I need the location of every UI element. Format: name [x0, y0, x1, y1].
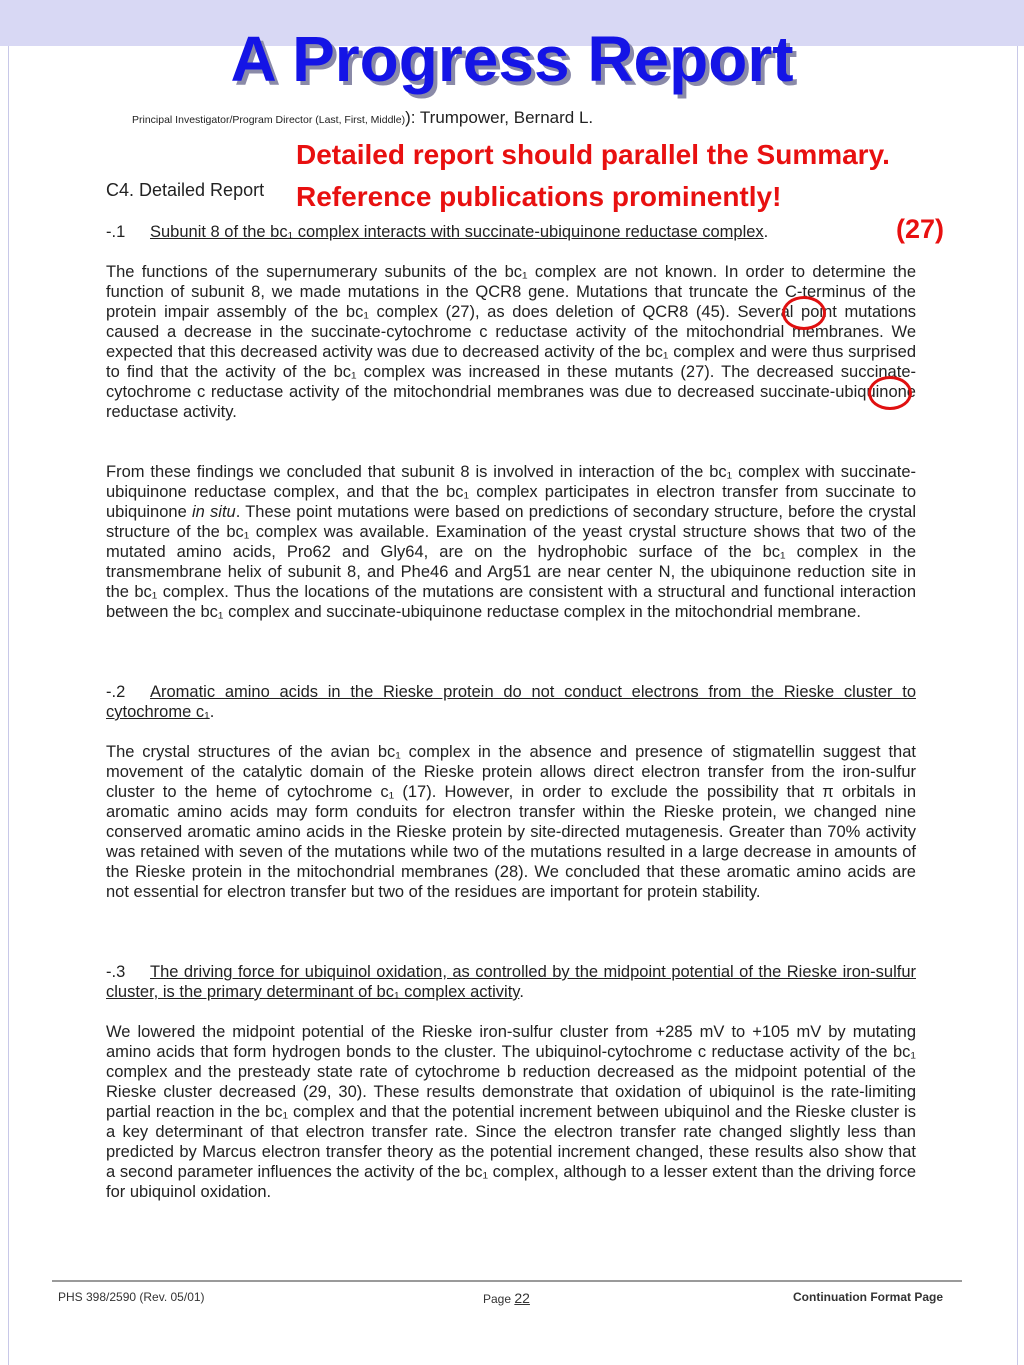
footer-format-label: Continuation Format Page: [793, 1290, 943, 1304]
footer-rule: [52, 1280, 962, 1282]
section-2-title: Aromatic amino acids in the Rieske protein do not conduct electrons from the Rieske cluster to cytochrome c₁: [106, 683, 916, 721]
pi-label: Principal Investigator/Program Director (Last, First, Middle): [132, 114, 406, 126]
section-2-paragraph: The crystal structures of the avian bc₁ complex in the absence and presence of stigmatellin suggest that movement of the catalytic domain of the Rieske protein allows direct electron transfer from the iron-sulfur cluster to the heme of cytochrome c₁ (17). However, in order to exclude the possibility that π orbitals in aromatic amino acids may form conduits for electron transfer within the Rieske protein, we changed nine conserved aromatic amino acids in the Rieske protein by site-directed mutagenesis. Greater than 70% activity was retained with seven of the mutations while two of the mutations resulted in a large decrease in amounts of the Rieske protein in the mitochondrial membranes (28). We concluded that these aromatic amino acids are not essential for electron transfer but two of the residues are important for protein stability.: [106, 743, 916, 901]
pi-separator: ):: [405, 108, 416, 127]
callout-reference: Reference publications prominently!: [296, 181, 782, 212]
citation-highlight-circle: [782, 296, 826, 330]
section-label: C4. Detailed Report: [106, 180, 265, 200]
callout-citation: (27): [896, 214, 945, 244]
footer-page: [483, 1290, 530, 1306]
section-1-paragraph-1: The functions of the supernumerary subunits of the bc₁ complex are not known. In order to determine the function of subunit 8, we made mutations in the QCR8 gene. Mutations that truncate the C-terminus of the protein impair assembly of the bc₁ complex (27), as does deletion of QCR8 (45). Several point mutations caused a decrease in the succinate-cytochrome c reductase activity of the mitochondrial membranes. We expected that this decreased activity was due to decreased activity of the bc₁ complex and were thus surprised to find that the activity of the bc₁ complex was increased in these mutants (27). The decreased succinate-cytochrome c reductase activity of the mitochondrial membranes was due to decreased succinate-ubiquinone reductase activity.: [106, 263, 916, 421]
callout-summary: Detailed report should parallel the Summary.: [296, 139, 890, 170]
slide-title: A Progress Report: [230, 23, 794, 95]
section-3-title: The driving force for ubiquinol oxidation, as controlled by the midpoint potential of the Rieske iron-sulfur cluster, is the primary determinant of bc₁ complex activity: [106, 963, 916, 1001]
section-2-tail: .: [209, 703, 215, 721]
citation-highlight-circle: [868, 376, 912, 410]
principal-investigator-line: [132, 108, 593, 128]
section-2-number: -.2: [106, 683, 126, 701]
section-2-heading: [106, 682, 916, 722]
section-3-number: -.3: [106, 963, 126, 981]
section-3-heading: [106, 962, 916, 1002]
section-1-paragraph-2-b: . These point mutations were based on predictions of secondary structure, before the crystal structure of the bc₁ complex was available. Examination of the yeast crystal structure shows that two of the mutated amino acids, Pro62 and Gly64, are on the hydrophobic surface of the bc₁ complex in the transmembrane helix of subunit 8, and Phe46 and Arg51 are near center N, the ubiquinone reduction site in the bc₁ complex. Thus the locations of the mutations are consistent with a structural and functional interaction between the bc₁ complex and succinate-ubiquinone reductase complex in the mitochondrial membrane.: [106, 503, 916, 621]
footer-page-label: Page: [483, 1292, 515, 1306]
section-3-paragraph: We lowered the midpoint potential of the Rieske iron-sulfur cluster from +285 mV to +105 mV by mutating amino acids that form hydrogen bonds to the cluster. The ubiquinol-cytochrome c reductase activity of the bc₁ complex and the presteady state rate of cytochrome b reduction decreased as the midpoint potential of the Rieske cluster decreased (29, 30). These results demonstrate that oxidation of ubiquinol is the rate-limiting partial reaction in the bc₁ complex and that the potential increment between ubiquinol and the Rieske cluster is a key determinant of that electron transfer rate. Since the electron transfer rate changed slightly less than predicted by Marcus electron transfer theory as the potential increment changed, these results also show that a second parameter influences the activity of the bc₁ complex, although to a lesser extent than the driving force for ubiquinol oxidation.: [106, 1023, 916, 1201]
section-1-heading: [106, 222, 916, 242]
pi-name: Trumpower, Bernard L.: [419, 108, 594, 127]
footer-form-number: PHS 398/2590 (Rev. 05/01): [58, 1290, 205, 1304]
section-1-title: Subunit 8 of the bc₁ complex interacts with succinate-ubiquinone reductase complex: [150, 223, 764, 241]
section-1-number: -.1: [106, 223, 126, 241]
footer-page-number: 22: [514, 1290, 530, 1306]
section-1-tail: .: [763, 223, 769, 241]
section-1-paragraph-2-italic: in situ: [191, 503, 236, 521]
section-3-tail: .: [519, 983, 524, 1001]
section-1-paragraph-2-a: From these findings we concluded that subunit 8 is involved in interaction of the bc₁ complex with succinate-ubiquinone reductase complex, and that the bc₁ complex participates in electron transfer from succinate to ubiquinone: [106, 463, 916, 521]
section-1-paragraph-2: [106, 462, 916, 622]
